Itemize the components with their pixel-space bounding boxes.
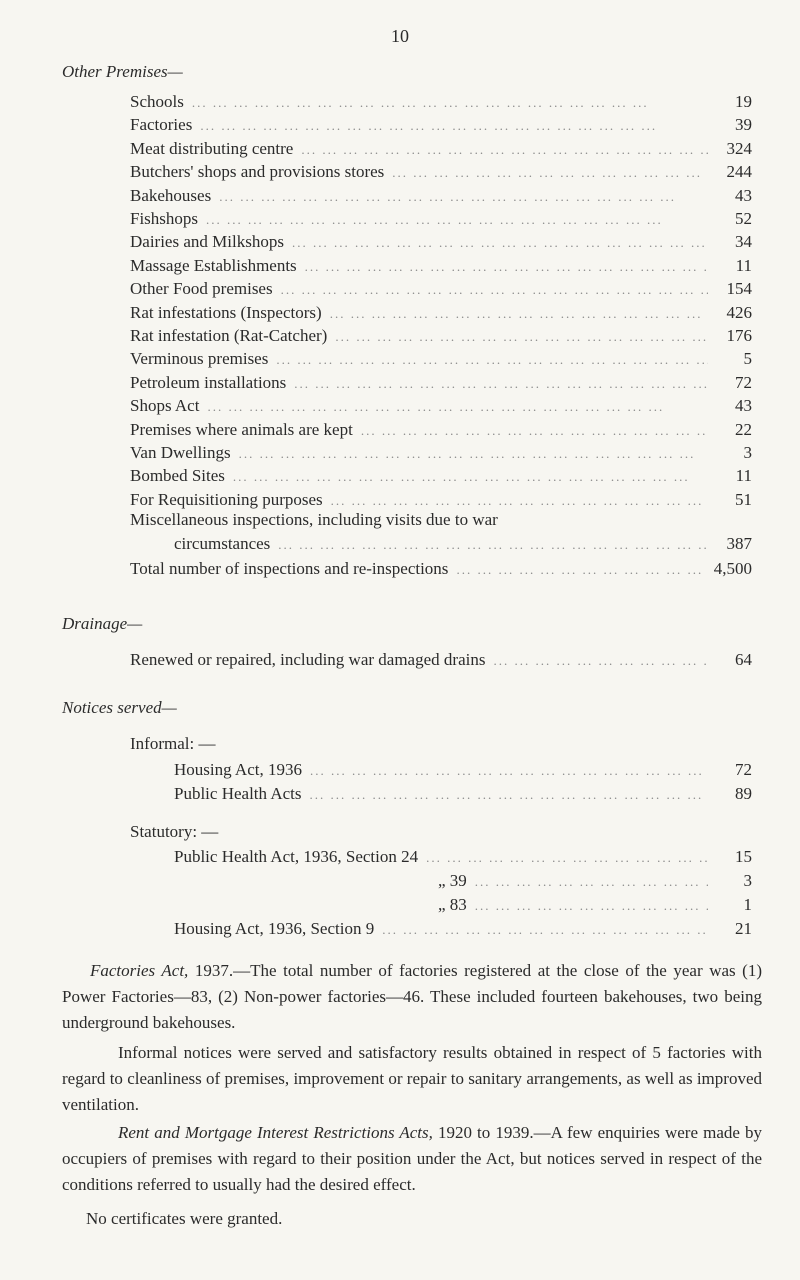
drainage-label: Renewed or repaired, including war damaged drains <box>130 650 486 669</box>
premises-row <box>130 301 752 325</box>
dot-leader <box>467 870 708 894</box>
premises-row <box>130 371 752 395</box>
dot-leader <box>211 185 708 209</box>
statutory-row-value: 1 <box>743 895 752 914</box>
premises-row-label: Other Food premises <box>130 279 273 299</box>
informal-row-value: 72 <box>735 760 752 779</box>
premises-row-label: Schools <box>130 92 184 111</box>
premises-row <box>130 207 752 231</box>
premises-row-label: Massage Establishments <box>130 255 297 275</box>
premises-row <box>130 160 752 184</box>
statutory-row-label: „ 39 <box>438 871 467 890</box>
premises-row-label: Van Dwellings <box>130 443 231 462</box>
premises-row-value: 5 <box>743 349 752 369</box>
drainage-value: 64 <box>735 650 752 669</box>
factories-lead: Factories Act, <box>90 961 189 980</box>
dot-leader <box>302 759 708 783</box>
total-value: 4,500 <box>713 559 752 578</box>
dot-leader <box>192 114 708 138</box>
dot-leader <box>327 325 708 349</box>
statutory-row-label: „ 83 <box>438 895 467 914</box>
premises-row-value: 72 <box>735 372 752 392</box>
premises-row <box>130 113 752 137</box>
dot-leader <box>198 208 708 232</box>
informal-row-label: Housing Act, 1936 <box>174 760 302 779</box>
premises-row-label: Premises where animals are kept <box>130 419 353 439</box>
dot-leader <box>297 255 708 279</box>
dot-leader <box>374 918 708 942</box>
informal-row <box>174 782 752 806</box>
premises-row-value: 22 <box>735 419 752 439</box>
premises-row <box>130 441 752 465</box>
statutory-row-label: Housing Act, 1936, Section 9 <box>174 919 375 938</box>
rent-paragraph <box>62 1120 762 1198</box>
dot-leader <box>448 558 708 582</box>
statutory-row <box>174 917 752 941</box>
premises-row <box>130 230 752 254</box>
premises-row-label: Dairies and Milkshops <box>130 232 284 252</box>
premises-row <box>130 90 752 114</box>
statutory-row-value: 21 <box>735 919 752 938</box>
misc-line1: Miscellaneous inspections, including visits due to war <box>130 510 498 529</box>
dot-leader <box>467 894 708 918</box>
premises-row-value: 324 <box>726 138 752 158</box>
premises-row-value: 39 <box>735 115 752 135</box>
dot-leader <box>353 419 708 443</box>
premises-row <box>130 418 752 442</box>
premises-row <box>130 184 752 208</box>
premises-row-label: Butchers' shops and provisions stores <box>130 162 385 182</box>
premises-row <box>130 464 752 488</box>
premises-row-value: 3 <box>743 443 752 462</box>
statutory-label: Statutory: — <box>130 822 219 841</box>
drainage-heading: Drainage— <box>62 614 143 633</box>
premises-row-label: Fishshops <box>130 209 199 228</box>
dot-leader <box>273 278 708 302</box>
informal-label: Informal: — <box>130 734 216 753</box>
premises-row-label: Shops Act <box>130 396 200 416</box>
dot-leader <box>485 649 708 673</box>
premises-row-value: 176 <box>726 326 752 345</box>
premises-row-value: 34 <box>735 232 752 252</box>
dot-leader <box>322 302 708 326</box>
total-row <box>130 557 752 581</box>
premises-row <box>130 394 752 418</box>
rent-lead: Rent and Mortgage Interest Restrictions Acts, <box>118 1123 433 1142</box>
premises-row-label: Petroleum installations <box>130 372 287 392</box>
page-number: 10 <box>391 26 409 46</box>
premises-row <box>130 137 752 161</box>
premises-row-label: Bakehouses <box>130 185 212 205</box>
statutory-row-value: 15 <box>735 847 752 866</box>
premises-row <box>130 347 752 371</box>
informal-row-label: Public Health Acts <box>174 784 302 803</box>
premises-row <box>130 254 752 278</box>
premises-row-value: 19 <box>735 92 752 111</box>
statutory-row <box>174 845 752 869</box>
other-premises-heading: Other Premises— <box>62 62 183 81</box>
statutory-row-value: 3 <box>743 871 752 890</box>
factories-text: 1937.—The total number of factories registered at the close of the year was (1) Power Factories—83, (2) Non-power factories—46. These included fourteen bakehouses, two being underground bakehouses. <box>62 961 763 1032</box>
premises-row-label: Rat infestations (Inspectors) <box>130 302 322 322</box>
dot-leader <box>418 846 708 870</box>
premises-row-label: For Requisitioning purposes <box>130 489 323 509</box>
misc-value: 387 <box>726 534 752 553</box>
dot-leader <box>384 161 708 185</box>
premises-row-value: 43 <box>735 185 752 205</box>
dot-leader <box>184 91 708 115</box>
premises-row-value: 51 <box>735 489 752 509</box>
dot-leader <box>270 533 708 557</box>
statutory-row-label: Public Health Act, 1936, Section 24 <box>174 847 419 866</box>
certificates-line: No certificates were granted. <box>86 1209 283 1228</box>
dot-leader <box>284 231 708 255</box>
premises-row-value: 52 <box>735 209 752 228</box>
premises-row-value: 154 <box>726 279 752 299</box>
premises-row-label: Factories <box>130 115 193 135</box>
premises-row <box>130 324 752 348</box>
premises-row-value: 11 <box>735 255 752 275</box>
informal-row-value: 89 <box>735 784 752 803</box>
statutory-row <box>438 893 752 917</box>
dot-leader <box>268 348 708 372</box>
rent-text: 1920 to 1939.—A few enquiries were made by occupiers of premises with regard to their position under the Act, but notices served in respect of the conditions referred to usually had the desired effect. <box>62 1123 762 1194</box>
premises-row-label: Meat distributing centre <box>130 138 294 158</box>
dot-leader <box>199 395 708 419</box>
dot-leader <box>301 783 708 807</box>
dot-leader <box>286 372 708 396</box>
misc-line2: circumstances <box>174 534 271 553</box>
misc-row <box>174 532 752 556</box>
informal-row <box>174 758 752 782</box>
premises-row-label: Bombed Sites <box>130 466 225 486</box>
premises-row-value: 426 <box>726 302 752 322</box>
dot-leader <box>293 138 708 162</box>
informal-notices-paragraph: Informal notices were served and satisfactory results obtained in respect of 5 factories with regard to cleanliness of premises, improvement or repair to sanitary arrangements, as well as improved ventilation. <box>62 1043 762 1114</box>
dot-leader <box>225 465 708 489</box>
premises-row-value: 43 <box>735 396 752 416</box>
dot-leader <box>231 442 708 466</box>
premises-row <box>130 277 752 301</box>
drainage-row <box>130 648 752 672</box>
factories-paragraph <box>62 958 762 1036</box>
premises-row-value: 11 <box>735 466 752 486</box>
total-label: Total number of inspections and re-inspections <box>130 559 449 578</box>
premises-row-label: Rat infestation (Rat-Catcher) <box>130 326 328 345</box>
premises-row-label: Verminous premises <box>130 349 269 369</box>
premises-row-value: 244 <box>726 162 752 182</box>
statutory-row <box>438 869 752 893</box>
notices-heading: Notices served— <box>62 698 177 717</box>
